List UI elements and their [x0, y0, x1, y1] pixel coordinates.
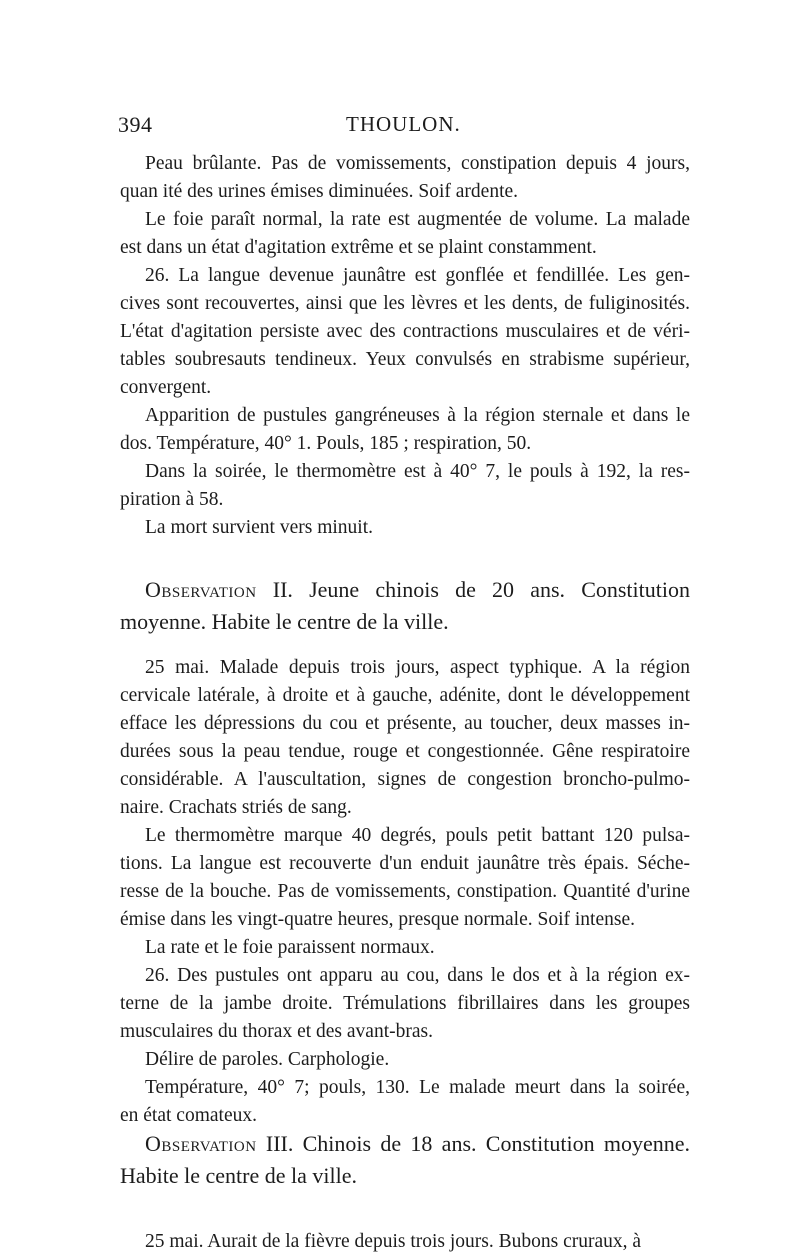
text-line: La mort survient vers minuit.	[145, 517, 374, 538]
text-line: Peau brûlante. Pas de vomissements, constipation depuis 4 jours,	[145, 153, 690, 174]
text-line: musculaires du thorax et des avant-bras.	[120, 1021, 433, 1042]
text-line: Le foie paraît normal, la rate est augmentée de volume. La malade	[145, 209, 690, 230]
text-line	[145, 576, 690, 604]
observation-title: II. Jeune chinois de 20 ans. Constitution	[256, 577, 690, 602]
text-line: Apparition de pustules gangréneuses à la région sternale et dans le	[145, 405, 690, 426]
text-line: tions. La langue est recouverte d'un enduit jaunâtre très épais. Séche-	[120, 853, 690, 874]
text-line: cervicale latérale, à droite et à gauche, adénite, dont le développement	[120, 685, 690, 706]
text-line: 25 mai. Aurait de la fièvre depuis trois jours. Bubons cruraux, à	[145, 1231, 642, 1252]
text-line: Dans la soirée, le thermomètre est à 40° 7, le pouls à 192, la res-	[145, 461, 690, 482]
text-line: cives sont recouvertes, ainsi que les lèvres et les dents, de fuliginosités.	[120, 293, 690, 314]
text-line: moyenne. Habite le centre de la ville.	[120, 609, 449, 634]
running-title: THOULON.	[346, 112, 461, 136]
observation-label: Observation	[145, 577, 257, 602]
page-header	[118, 112, 688, 142]
text-line: piration à 58.	[120, 489, 224, 510]
text-line: considérable. A l'auscultation, signes de congestion broncho-pulmo-	[120, 769, 690, 790]
text-line: quan ité des urines émises diminuées. Soif ardente.	[120, 181, 519, 202]
text-line: terne de la jambe droite. Trémulations fibrillaires dans les groupes	[120, 993, 690, 1014]
text-line: durées sous la peau tendue, rouge et congestionnée. Gêne respiratoire	[120, 741, 690, 762]
text-line: Délire de paroles. Carphologie.	[145, 1049, 390, 1070]
text-line: efface les dépressions du cou et présente, au toucher, deux masses in-	[120, 713, 690, 734]
text-line: tables soubresauts tendineux. Yeux convulsés en strabisme supérieur,	[120, 349, 690, 370]
text-line: 26. La langue devenue jaunâtre est gonflée et fendillée. Les gen-	[145, 265, 690, 286]
observation-title: III. Chinois de 18 ans. Constitution moyenne.	[256, 1131, 690, 1156]
text-line: Le thermomètre marque 40 degrés, pouls petit battant 120 pulsa-	[145, 825, 690, 846]
text-line: 25 mai. Malade depuis trois jours, aspect typhique. A la région	[145, 657, 690, 678]
text-line: dos. Température, 40° 1. Pouls, 185 ; respiration, 50.	[120, 433, 532, 454]
text-line: L'état d'agitation persiste avec des contractions musculaires et de véri-	[120, 321, 690, 342]
text-line: resse de la bouche. Pas de vomissements, constipation. Quantité d'urine	[120, 881, 690, 902]
text-line: naire. Crachats striés de sang.	[120, 797, 352, 818]
page-number: 394	[118, 112, 153, 137]
observation-label: Observation	[145, 1131, 257, 1156]
text-line: La rate et le foie paraissent normaux.	[145, 937, 435, 958]
text-line	[145, 1130, 690, 1158]
text-line: émise dans les vingt-quatre heures, presque normale. Soif intense.	[120, 909, 635, 930]
text-line: Habite le centre de la ville.	[120, 1163, 357, 1188]
text-line: est dans un état d'agitation extrême et se plaint constamment.	[120, 237, 597, 258]
text-line: Température, 40° 7; pouls, 130. Le malade meurt dans la soirée,	[145, 1077, 690, 1098]
text-line: 26. Des pustules ont apparu au cou, dans le dos et à la région ex-	[145, 965, 690, 986]
text-line: en état comateux.	[120, 1105, 257, 1126]
text-line: convergent.	[120, 377, 212, 398]
